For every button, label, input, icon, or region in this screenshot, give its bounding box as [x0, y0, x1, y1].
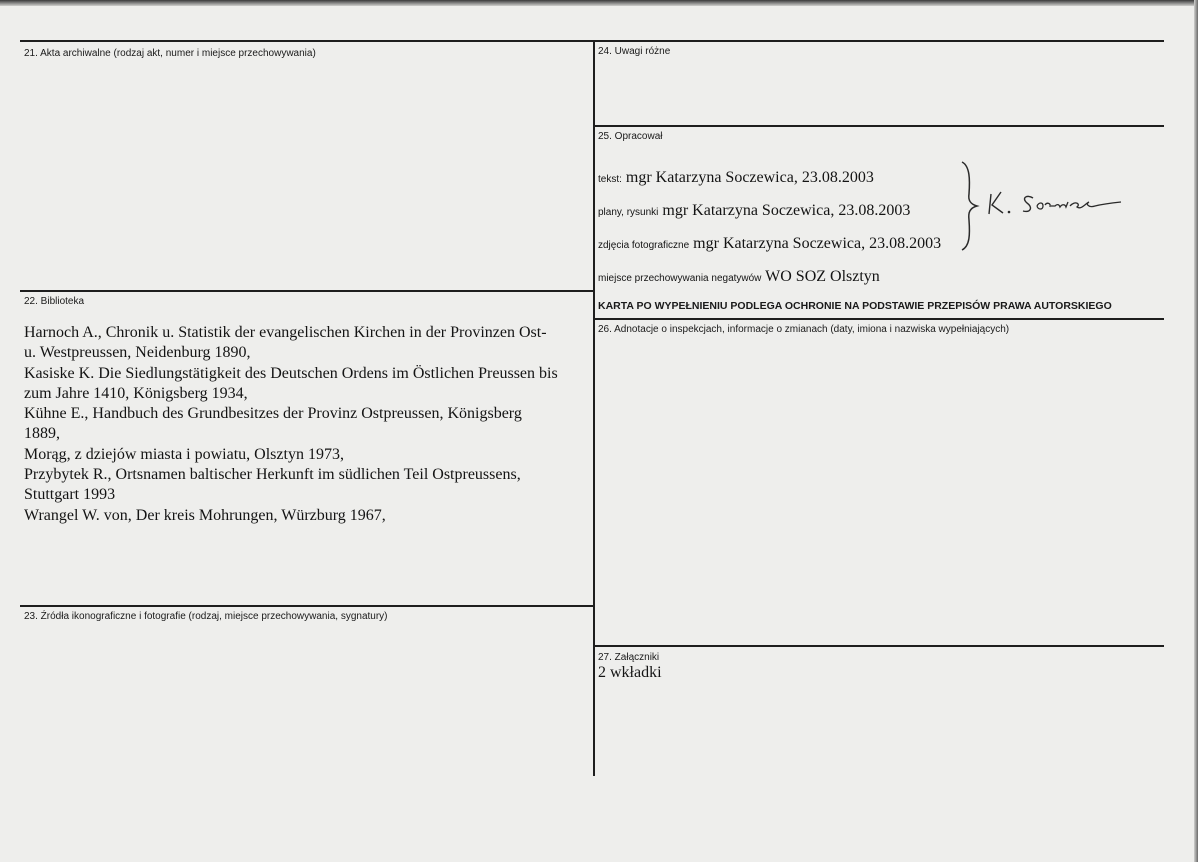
rule-26-27 — [594, 645, 1164, 647]
plany-value: mgr Katarzyna Soczewica, 23.08.2003 — [662, 202, 911, 219]
section-25-label: 25. Opracował — [598, 131, 663, 142]
rule-24-25 — [594, 125, 1164, 127]
rule-top — [20, 40, 1164, 42]
zdjecia-row — [598, 235, 941, 253]
handwritten-signature — [985, 186, 1125, 226]
tekst-label: tekst: — [598, 174, 622, 185]
section-27-label: 27. Załączniki — [598, 652, 660, 663]
rule-copyright — [594, 318, 1164, 320]
rule-center — [593, 40, 595, 776]
section-26-label: 26. Adnotacje o inspekcjach, informacje o zmianach (daty, imiona i nazwiska wypełniających) — [598, 324, 1010, 335]
bibliography-line: zum Jahre 1410, Königsberg 1934, — [24, 384, 248, 402]
rule-21-22 — [20, 290, 594, 292]
scan-edge-top — [0, 0, 1198, 6]
copyright-note: KARTA PO WYPEŁNIENIU PODLEGA OCHRONIE NA PODSTAWIE PRZEPISÓW PRAWA AUTORSKIEGO — [598, 300, 1112, 312]
bibliography-line: Kasiske K. Die Siedlungstätigkeit des Deutschen Ordens im Östlichen Preussen bis — [24, 364, 558, 382]
bibliography-line: Morąg, z dziejów miasta i powiatu, Olsztyn 1973, — [24, 445, 344, 463]
bibliography-line: Wrangel W. von, Der kreis Mohrungen, Würzburg 1967, — [24, 506, 386, 524]
bibliography-line: Kühne E., Handbuch des Grundbesitzes der Provinz Ostpreussen, Königsberg — [24, 405, 522, 423]
bibliography-list — [24, 323, 590, 526]
scan-edge-right — [1194, 0, 1198, 862]
tekst-row — [598, 169, 874, 187]
section-23-label: 23. Źródła ikonograficzne i fotografie (rodzaj, miejsce przechowywania, sygnatury) — [24, 611, 388, 622]
bibliography-line: Stuttgart 1993 — [24, 486, 116, 504]
bibliography-line: u. Westpreussen, Neidenburg 1890, — [24, 344, 251, 362]
section-22-label: 22. Biblioteka — [24, 296, 85, 307]
tekst-value: mgr Katarzyna Soczewica, 23.08.2003 — [625, 169, 874, 186]
section-21-label: 21. Akta archiwalne (rodzaj akt, numer i miejsce przechowywania) — [24, 48, 316, 59]
negatywy-value: WO SOZ Olsztyn — [765, 268, 880, 285]
negatywy-label: miejsce przechowywania negatywów — [598, 273, 762, 284]
bibliography-line: Harnoch A., Chronik u. Statistik der evangelischen Kirchen in der Provinzen Ost- — [24, 324, 547, 341]
zdjecia-label: zdjęcia fotograficzne — [598, 240, 690, 251]
bibliography-line: Przybytek R., Ortsnamen baltischer Herkunft im südlichen Teil Ostpreussens, — [24, 466, 521, 484]
attachments-value: 2 wkładki — [598, 664, 662, 681]
plany-row — [598, 202, 910, 220]
zdjecia-value: mgr Katarzyna Soczewica, 23.08.2003 — [693, 235, 942, 252]
bibliography-line: 1889, — [24, 425, 60, 443]
plany-label: plany, rysunki — [598, 207, 659, 218]
section-24-label: 24. Uwagi różne — [598, 46, 671, 57]
rule-22-23 — [20, 605, 594, 607]
handwritten-brace — [958, 160, 984, 252]
negatywy-row — [598, 268, 880, 286]
